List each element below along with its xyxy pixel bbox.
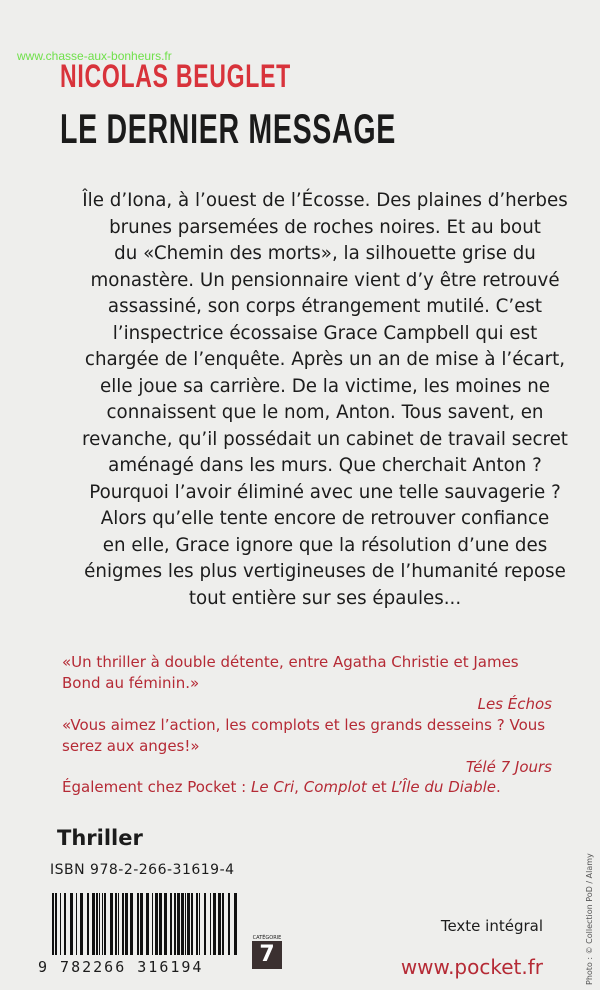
sep: , [294, 778, 304, 796]
barcode-bar [140, 893, 143, 955]
barcode-bar [55, 893, 57, 955]
quote-source: Les Échos [477, 695, 552, 713]
barcode-bar [228, 893, 230, 955]
blurb-line: l’inspectrice écossaise Grace Campbell qui est [112, 321, 538, 344]
book-title: LE DERNIER MESSAGE [60, 105, 396, 152]
watermark: www.chasse-aux-bonheurs.fr [17, 49, 172, 63]
blurb-line: brunes parsemées de roches noires. Et au bout [109, 215, 541, 238]
sep: et [366, 778, 392, 796]
barcode-bar [118, 893, 119, 955]
genre: Thriller [57, 826, 143, 850]
texte-integral: Texte intégral [440, 917, 543, 935]
barcode-bar [137, 893, 139, 955]
barcode-bar [104, 893, 106, 955]
barcode-bar [199, 893, 200, 955]
barcode-bar [110, 893, 113, 955]
barcode-bar [52, 893, 54, 955]
photo-credit: Photo : © Collection PoD / Alamy [585, 853, 594, 985]
isbn: ISBN 978-2-266-31619-4 [50, 862, 235, 878]
blurb-line: Pourquoi l’avoir éliminé avec une telle sauvagerie ? [89, 480, 561, 503]
barcode-bar [210, 893, 211, 955]
blurb-line: Alors qu’elle tente encore de retrouver confiance [100, 507, 550, 529]
barcode-bar [170, 893, 172, 955]
barcode-bar [64, 893, 66, 955]
category-number: 7 [252, 941, 282, 969]
barcode-bar [204, 893, 206, 955]
barcode-bar [222, 893, 224, 955]
publisher-url[interactable]: www.pocket.fr [400, 955, 543, 979]
blurb-line: chargée de l’enquête. Après un an de mise à l’écart, [84, 348, 566, 370]
press-quote [62, 652, 552, 715]
blurb-line: assassiné, son corps étrangement mutilé. C’est [107, 295, 543, 317]
blurb-line: aménagé dans les murs. Que cherchait Anton ? [108, 454, 542, 476]
blurb-line: tout entière sur ses épaules... [188, 586, 462, 609]
blurb-line: du «Chemin des morts», la silhouette grise du [114, 242, 536, 264]
barcode-bar [185, 893, 186, 955]
barcode-bar [146, 893, 149, 955]
barcode-bar [159, 893, 162, 955]
also-prefix: Également chez Pocket : [62, 778, 251, 796]
barcode-bar [187, 893, 190, 955]
barcode-bar [122, 893, 124, 955]
barcode-bar [80, 893, 83, 955]
barcode-bar [155, 893, 158, 955]
other-title: L’Île du Diable [391, 778, 497, 796]
quote-text: «Un thriller à double détente, entre Agatha Christie et James Bond au féminin.» [62, 653, 519, 692]
blurb-line: énigmes les plus vertigineuses de l’humanité repose [84, 560, 566, 582]
barcode-bar [102, 893, 103, 955]
other-title: Complot [303, 778, 367, 796]
quote-source: Télé 7 Jours [465, 758, 552, 776]
other-title: Le Cri [251, 778, 295, 796]
barcode-bar [191, 893, 193, 955]
press-quote [62, 715, 552, 778]
blurb-line: Île d’Iona, à l’ouest de l’Écosse. Des plaines d’herbes [82, 189, 568, 211]
barcode-bar [70, 893, 73, 955]
barcode-bar [196, 893, 198, 955]
barcode-bar [152, 893, 153, 955]
blurb [55, 187, 595, 611]
category-badge [252, 935, 282, 969]
barcode-bar [181, 893, 184, 955]
barcode-number: 9 782266 316194 [38, 958, 204, 976]
also-available [62, 778, 501, 796]
barcode-bar [174, 893, 176, 955]
barcode-bar [125, 893, 128, 955]
barcode-bar [60, 893, 61, 955]
sep: . [496, 778, 501, 796]
barcode-bar [164, 893, 167, 955]
barcode-bar [96, 893, 98, 955]
barcode-bar [234, 893, 237, 955]
blurb-line: elle joue sa carrière. De la victime, les moines ne [99, 374, 550, 397]
blurb-line: en elle, Grace ignore que la résolution d’une des [102, 533, 548, 556]
blurb-line: revanche, qu’il possédait un cabinet de travail secret [82, 427, 568, 450]
barcode [52, 893, 237, 963]
barcode-bar [115, 893, 117, 955]
blurb-line: monastère. Un pensionnaire vient d’y être retrouvé [90, 268, 560, 291]
barcode-bar [213, 893, 216, 955]
blurb-line: connaissent que le nom, Anton. Tous savent, en [106, 401, 544, 423]
barcode-bar [76, 893, 77, 955]
quote-text: «Vous aimez l’action, les complots et les grands desseins ? Vous serez aux anges!» [62, 716, 546, 755]
barcode-bar [218, 893, 221, 955]
barcode-bar [87, 893, 89, 955]
barcode-bar [177, 893, 180, 955]
barcode-bar [99, 893, 100, 955]
barcode-bar [130, 893, 133, 955]
barcode-bar [92, 893, 95, 955]
category-label: CATÉGORIE [252, 935, 282, 941]
author-name: NICOLAS BEUGLET [60, 58, 291, 94]
